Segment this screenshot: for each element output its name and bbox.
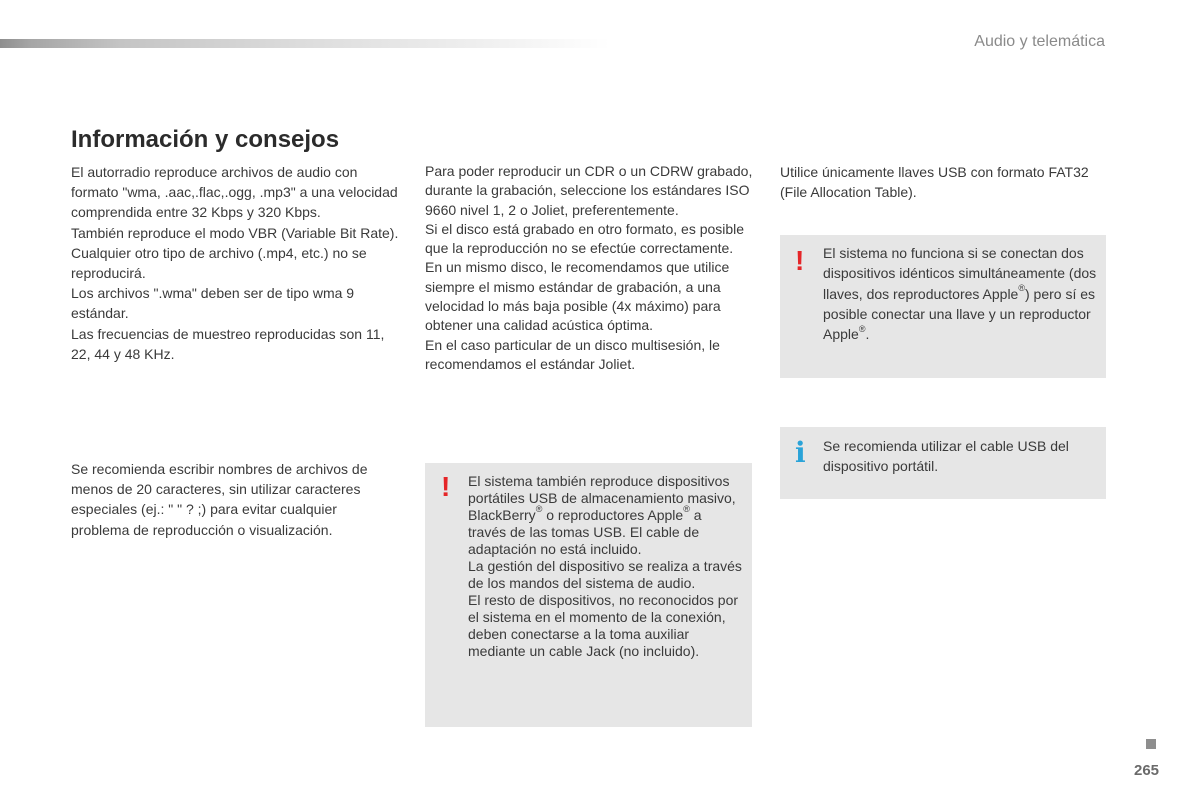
warning-paragraph	[823, 243, 1098, 344]
usb-cable-info-box	[780, 427, 1106, 499]
text-fragment: El sistema no funciona si se conectan dos dispositivos idénticos simultáneamente (dos llaves, dos reproductores Apple	[823, 245, 1097, 302]
warning-box-text	[468, 473, 743, 660]
col1-paragraph: El autorradio reproduce archivos de audio con formato "wma, .aac,.flac,.ogg, .mp3" a una velocidad comprendida entre 32 Kbps y 320 Kbps.	[71, 164, 398, 221]
page-marker-square	[1146, 739, 1156, 749]
registered-mark: ®	[1018, 282, 1025, 293]
page-number: 265	[1134, 762, 1160, 779]
usb-devices-warning-box	[425, 463, 752, 727]
col1-paragraph: También reproduce el modo VBR (Variable Bit Rate).	[71, 224, 399, 241]
identical-devices-warning-box	[780, 235, 1106, 378]
col2-paragraph: En el caso particular de un disco multisesión, le recomendamos el estándar Joliet.	[425, 336, 720, 372]
warning-paragraph	[468, 473, 743, 558]
warning-icon: !	[441, 471, 451, 502]
text-fragment: a través de las tomas USB. El cable de adaptación no está incluido.	[468, 507, 702, 557]
warning-paragraph: El resto de dispositivos, no reconocidos por el sistema en el momento de la conexión, deben conectarse a la toma auxiliar mediante un cable Jack (no incluido).	[468, 592, 739, 659]
text-fragment: ) pero sí es posible conectar una llave y un reproductor Apple	[823, 285, 1096, 343]
section-title: Audio y telemática	[974, 33, 1105, 50]
text-fragment: o reproductores Apple	[542, 507, 684, 523]
col2-paragraph: En un mismo disco, le recomendamos que utilice siempre el mismo estándar de grabación, a una velocidad lo más baja posible (4x máximo) para obtener una calidad acústica óptima.	[425, 259, 730, 334]
info-paragraph: Se recomienda utilizar el cable USB del dispositivo portátil.	[823, 438, 1069, 475]
warning-icon: !	[795, 245, 805, 276]
text-fragment: El sistema también reproduce dispositivos portátiles USB de almacenamiento masivo, BlackBerry	[468, 473, 736, 523]
column-2	[425, 162, 755, 374]
col3-paragraph: Utilice únicamente llaves USB con formato FAT32 (File Allocation Table).	[780, 164, 1089, 201]
registered-mark: ®	[683, 504, 690, 515]
header-gradient-bar	[0, 39, 610, 48]
col1-paragraph: Los archivos ".wma" deben ser de tipo wma 9 estándar.	[71, 285, 355, 322]
col2-paragraph: Si el disco está grabado en otro formato, es posible que la reproducción no se efectúe correctamente.	[425, 220, 745, 257]
registered-mark: ®	[858, 323, 866, 334]
text-fragment: .	[865, 326, 870, 343]
column-1	[71, 162, 401, 364]
info-box-text	[823, 436, 1101, 477]
column-3	[780, 162, 1105, 202]
col1-paragraph: Se recomienda escribir nombres de archivos de menos de 20 caracteres, sin utilizar caracteres especiales (ej.: " " ? ;) para evitar cualquier problema de reproducción o visualización.	[71, 461, 368, 538]
column-1-filename-advice	[71, 459, 391, 540]
page-heading: Información y consejos	[71, 126, 340, 153]
col1-paragraph: Las frecuencias de muestreo reproducidas son 11, 22, 44 y 48 KHz.	[71, 325, 385, 362]
info-icon: i	[795, 436, 806, 469]
warning-box-text	[823, 243, 1098, 344]
col2-paragraph: Para poder reproducir un CDR o un CDRW grabado, durante la grabación, seleccione los estándares ISO 9660 nivel 1, 2 o Joliet, preferentemente.	[425, 163, 753, 218]
registered-mark: ®	[535, 504, 543, 515]
warning-paragraph: La gestión del dispositivo se realiza a través de los mandos del sistema de audio.	[468, 558, 742, 591]
col1-paragraph: Cualquier otro tipo de archivo (.mp4, etc.) no se reproducirá.	[71, 244, 367, 282]
